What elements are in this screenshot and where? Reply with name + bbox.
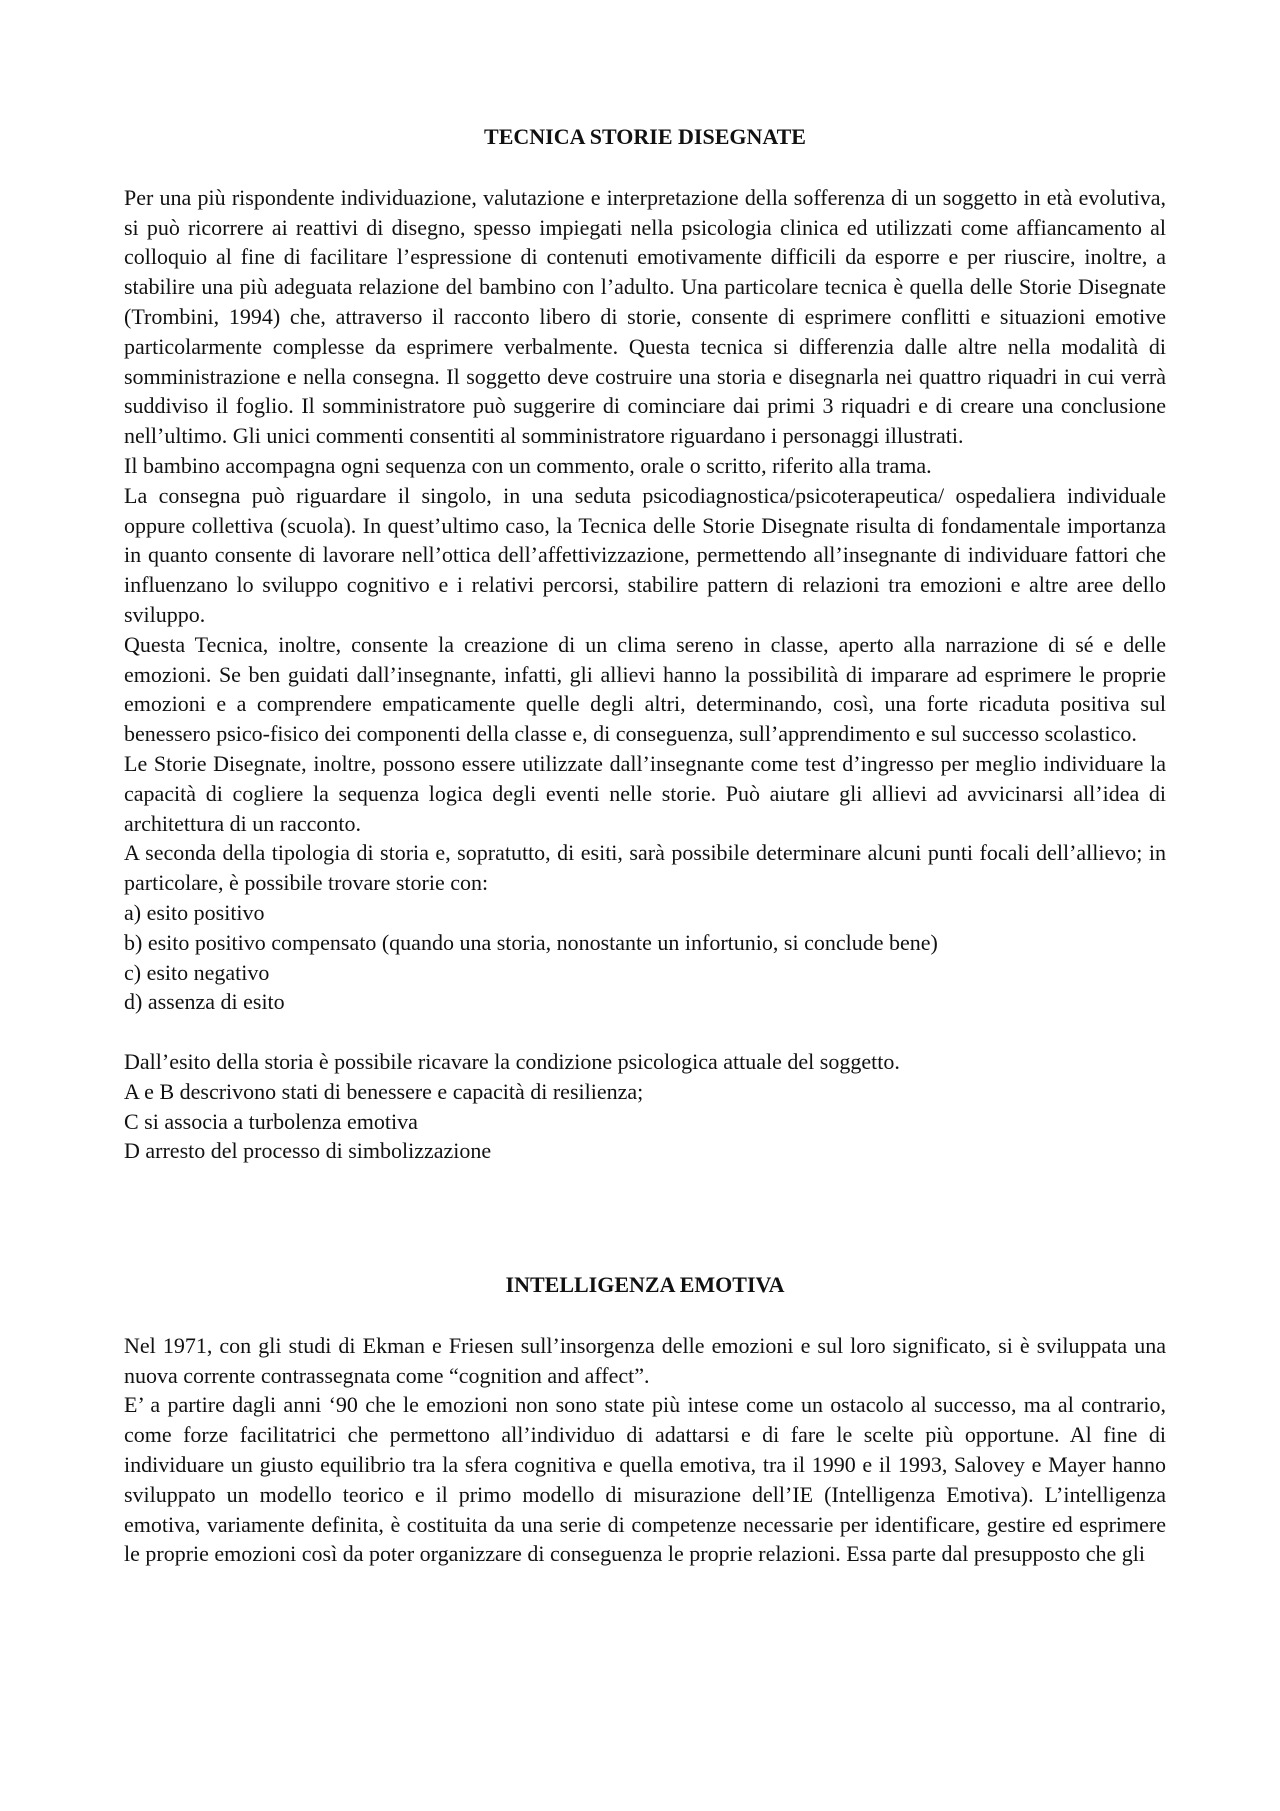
- body-paragraph: Le Storie Disegnate, inoltre, possono essere utilizzate dall’insegnante come test d’ingresso per meglio individuare la capacità di cogliere la sequenza logica degli eventi nelle storie. Può aiutare gli allievi ad avvicinarsi all’idea di architettura di un racconto.: [124, 750, 1166, 836]
- list-item: b) esito positivo compensato (quando una storia, nonostante un infortunio, si conclude bene): [124, 929, 938, 955]
- closing-line: Dall’esito della storia è possibile ricavare la condizione psicologica attuale del soggetto.: [124, 1048, 900, 1074]
- body-paragraph: Nel 1971, con gli studi di Ekman e Friesen sull’insorgenza delle emozioni e sul loro significato, si è sviluppata una nuova corrente contrassegnata come “cognition and affect”.: [124, 1332, 1166, 1388]
- body-paragraph: E’ a partire dagli anni ‘90 che le emozioni non sono state più intese come un ostacolo al successo, ma al contrario, come forze facilitatrici che permettono all’individuo di adattarsi e di fare le scelte più opportune. Al fine di individuare un giusto equilibrio tra la sfera cognitiva e quella emotiva, tra il 1990 e il 1993, Salovey e Mayer hanno sviluppato un modello teorico e il primo modello di misurazione dell’IE (Intelligenza Emotiva). L’intelligenza emotiva, variamente definita, è costituita da una serie di competenze necessarie per identificare, gestire ed esprimere le proprie emozioni così da poter organizzare di conseguenza le proprie relazioni. Essa parte dal presupposto che gli: [124, 1392, 1166, 1567]
- spacer: [124, 1017, 1166, 1047]
- closing-line: A e B descrivono stati di benessere e capacità di resilienza;: [124, 1078, 644, 1104]
- document-page: [124, 122, 1166, 1569]
- body-paragraph: La consegna può riguardare il singolo, in una seduta psicodiagnostica/psicoterapeutica/ ospedaliera individuale oppure collettiva (scuola). In quest’ultimo caso, la Tecnica delle Storie Disegnate risulta di fondamentale importanza in quanto consente di lavorare nell’ottica dell’affettivizzazione, permettendo all’insegnante di individuare fattori che influenzano lo sviluppo cognitivo e i relativi percorsi, stabilire pattern di relazioni tra emozioni e altre aree dello sviluppo.: [124, 482, 1166, 627]
- body-paragraph: Per una più rispondente individuazione, valutazione e interpretazione della sofferenza di un soggetto in età evolutiva, si può ricorrere ai reattivi di disegno, spesso impiegati nella psicologia clinica ed utilizzati come affiancamento al colloquio al fine di facilitare l’espressione di contenuti emotivamente difficili da esporre e per riuscire, inoltre, a stabilire una più adeguata relazione del bambino con l’adulto. Una particolare tecnica è quella delle Storie Disegnate (Trombini, 1994) che, attraverso il racconto libero di storie, consente di esprimere conflitti e situazioni emotive particolarmente complesse da esprimere verbalmente. Questa tecnica si differenzia dalle altre nella modalità di somministrazione e nella consegna. Il soggetto deve costruire una storia e disegnarla nei quattro riquadri in cui verrà suddiviso il foglio. Il somministratore può suggerire di cominciare dai primi 3 riquadri e di creare una conclusione nell’ultimo. Gli unici commenti consentiti al somministratore riguardano i personaggi illustrati.: [124, 184, 1166, 449]
- body-paragraph: Il bambino accompagna ogni sequenza con un commento, orale o scritto, riferito alla trama.: [124, 452, 932, 478]
- section-title-tecnica: TECNICA STORIE DISEGNATE: [484, 124, 806, 149]
- body-paragraph: Questa Tecnica, inoltre, consente la creazione di un clima sereno in classe, aperto alla narrazione di sé e delle emozioni. Se ben guidati dall’insegnante, infatti, gli allievi hanno la possibilità di imparare ad esprimere le proprie emozioni e a comprendere empaticamente quelle degli altri, determinando, così, una forte ricaduta positiva sul benessero psico-fisico dei componenti della classe e, di conseguenza, sull’apprendimento e sul successo scolastico.: [124, 631, 1166, 747]
- section-title-intelligenza: INTELLIGENZA EMOTIVA: [505, 1272, 785, 1298]
- body-paragraph: A seconda della tipologia di storia e, sopratutto, di esiti, sarà possibile determinare alcuni punti focali dell’allievo; in particolare, è possibile trovare storie con:: [124, 840, 1166, 896]
- list-item: a) esito positivo: [124, 899, 265, 925]
- closing-line: D arresto del processo di simbolizzazione: [124, 1138, 492, 1164]
- closing-line: C si associa a turbolenza emotiva: [124, 1108, 418, 1134]
- list-item: c) esito negativo: [124, 959, 270, 985]
- section-spacer: [124, 1166, 1166, 1270]
- list-item: d) assenza di esito: [124, 989, 285, 1015]
